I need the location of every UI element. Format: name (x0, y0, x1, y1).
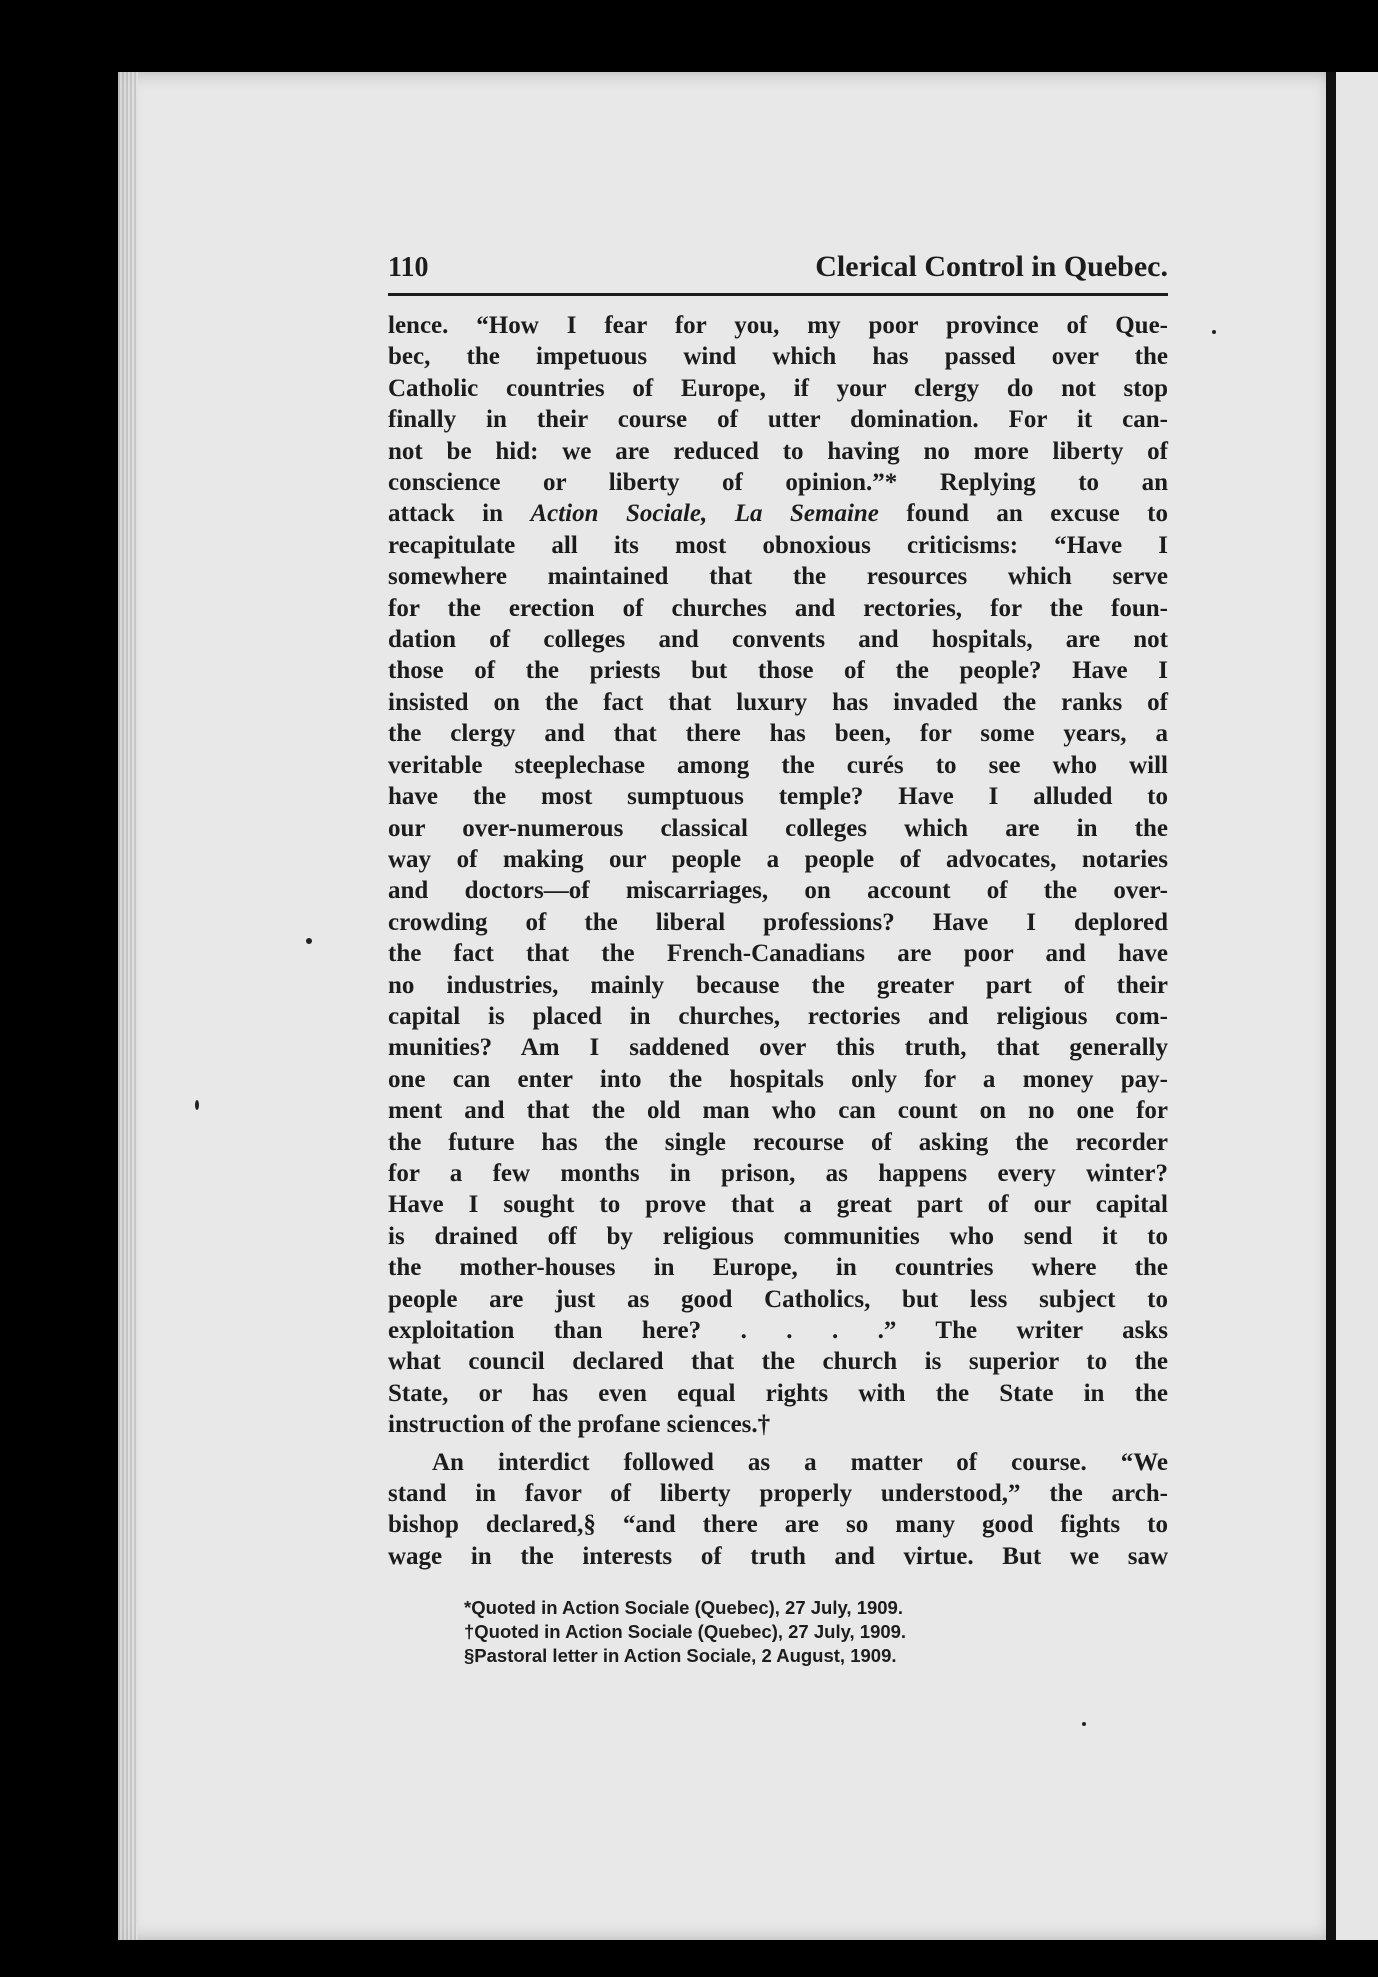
running-title: Clerical Control in Quebec. (815, 250, 1168, 283)
text-line: have the most sumptuous temple? Have I alluded to (388, 783, 1168, 811)
scan-speck (306, 938, 312, 944)
text-line: Have I sought to prove that a great part of our capital (388, 1191, 1168, 1219)
text-line: one can enter into the hospitals only for a money pay- (388, 1065, 1168, 1093)
text-line: our over-numerous classical colleges which are in the (388, 814, 1168, 842)
scan-speck (1082, 1722, 1086, 1726)
scan-speck (1212, 330, 1216, 334)
text-line: conscience or liberty of opinion.”* Replying to an (388, 469, 1168, 497)
text-line: the clergy and that there has been, for some years, a (388, 720, 1168, 748)
page-number: 110 (388, 252, 429, 283)
footnote: §Pastoral letter in Action Sociale, 2 August, 1909. (464, 1645, 897, 1667)
text-line: State, or has even equal rights with the State in the (388, 1379, 1168, 1407)
text-line: is drained off by religious communities who send it to (388, 1222, 1168, 1250)
page-stack-edge (118, 72, 138, 1940)
text-line: Catholic countries of Europe, if your clergy do not stop (388, 374, 1168, 402)
text-line: finally in their course of utter domination. For it can- (388, 406, 1168, 434)
text-line: recapitulate all its most obnoxious criticisms: “Have I (388, 531, 1168, 559)
footnotes (388, 1596, 1168, 1668)
text-line: ment and that the old man who can count on no one for (388, 1097, 1168, 1125)
text-line: and doctors—of miscarriages, on account of the over- (388, 877, 1168, 905)
text-line: insisted on the fact that luxury has invaded the ranks of (388, 688, 1168, 716)
text-line: for the erection of churches and rectories, for the foun- (388, 594, 1168, 622)
text-line: bishop declared,§ “and there are so many good fights to (388, 1511, 1168, 1539)
text-line: no industries, mainly because the greater part of their (388, 971, 1168, 999)
text-line: stand in favor of liberty properly understood,” the arch- (388, 1480, 1168, 1508)
text-line: crowding of the liberal professions? Have I deplored (388, 908, 1168, 936)
text-line: exploitation than here? . . . .” The writer asks (388, 1317, 1168, 1344)
text-segment: attack in (388, 500, 531, 528)
text-line: lence. “How I fear for you, my poor province of Que- (388, 312, 1168, 339)
italic-publication-names: Action Sociale, La Semaine (530, 500, 879, 528)
facing-page-edge (1336, 72, 1378, 1940)
text-line: not be hid: we are reduced to having no more liberty of (388, 437, 1168, 465)
text-line: the future has the single recourse of asking the recorder (388, 1128, 1168, 1156)
text-line: munities? Am I saddened over this truth, that generally (388, 1034, 1168, 1062)
text-line: for a few months in prison, as happens every winter? (388, 1159, 1168, 1187)
text-line: the fact that the French-Canadians are poor and have (388, 940, 1168, 968)
text-line: the mother-houses in Europe, in countries where the (388, 1254, 1168, 1282)
footnote: †Quoted in Action Sociale (Quebec), 27 July, 1909. (464, 1621, 907, 1643)
text-line: bec, the impetuous wind which has passed over the (388, 343, 1168, 371)
text-line: somewhere maintained that the resources which serve (388, 563, 1168, 591)
paragraph-2 (388, 1447, 1168, 1573)
text-line: wage in the interests of truth and virtue. But we saw (388, 1542, 1168, 1570)
text-line: those of the priests but those of the people? Have I (388, 657, 1168, 685)
text-line: dation of colleges and convents and hospitals, are not (388, 626, 1168, 654)
text-line: instruction of the profane sciences.† (388, 1411, 771, 1439)
text-line: capital is placed in churches, rectories and religious com- (388, 1002, 1168, 1030)
text-line: people are just as good Catholics, but less subject to (388, 1285, 1168, 1313)
text-line: An interdict followed as a matter of course. “We (432, 1448, 1168, 1476)
text-line-with-italic (388, 498, 1168, 529)
text-line: veritable steeplechase among the curés to see who will (388, 751, 1168, 779)
scan-speck (195, 1100, 199, 1110)
text-segment: found an excuse to (878, 500, 1169, 528)
page-header (388, 250, 1168, 296)
page-content (388, 250, 1168, 1668)
paragraph-1 (388, 310, 1168, 1441)
text-line: what council declared that the church is superior to the (388, 1348, 1168, 1376)
footnote: *Quoted in Action Sociale (Quebec), 27 July, 1909. (464, 1597, 903, 1619)
text-line: way of making our people a people of advocates, notaries (388, 845, 1168, 873)
